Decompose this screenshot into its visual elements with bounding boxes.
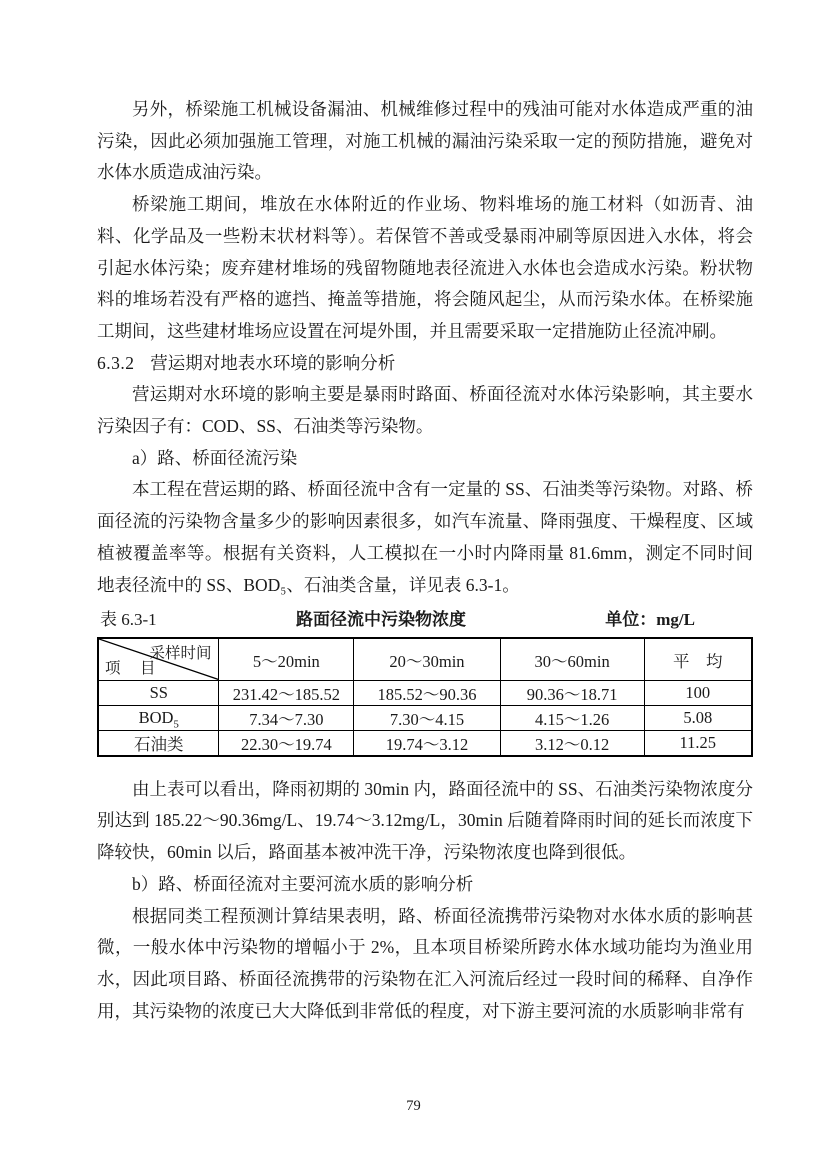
cell-bod5-20-30: 7.30～4.15 xyxy=(354,705,500,730)
column-header-5-20min: 5～20min xyxy=(219,638,354,680)
column-header-20-30min: 20～30min xyxy=(354,638,500,680)
column-header-30-60min: 30～60min xyxy=(500,638,644,680)
cell-ss-average: 100 xyxy=(644,680,752,705)
row-label-ss: SS xyxy=(98,680,219,705)
cell-petroleum-20-30: 19.74～3.12 xyxy=(354,730,500,756)
table-row-ss xyxy=(98,680,752,705)
paragraph-operation-period-intro: 营运期对水环境的影响主要是暴雨时路面、桥面径流对水体污染影响，其主要水污染因子有：COD、SS、石油类等污染物。 xyxy=(97,384,753,437)
paragraph-river-quality-impact: 根据同类工程预测计算结果表明，路、桥面径流携带污染物对水体水质的影响甚微，一般水体中污染物的增幅小于 2%，且本项目桥梁所跨水体水域功能均为渔业用水，因此项目路、桥面径流携带的污染物在汇入河流后经过一段时间的稀释、自净作用，其污染物的浓度已大大降低到非常低的程度，对下游主要河流的水质影响非常有 xyxy=(97,905,753,1021)
page-number: 79 xyxy=(406,1098,421,1114)
paragraph-table-analysis: 由上表可以看出，降雨初期的 30min 内，路面径流中的 SS、石油类污染物浓度分别达到 185.22～90.36mg/L、19.74～3.12mg/L，30min 后随着降雨时间的延长而浓度下降较快，60min 以后，路面基本被冲洗干净，污染物浓度也降到很低。 xyxy=(97,778,753,863)
table-row-petroleum xyxy=(98,730,752,756)
cell-petroleum-5-20: 22.30～19.74 xyxy=(219,730,354,756)
table-title: 路面径流中污染物浓度 xyxy=(295,610,466,630)
cell-ss-5-20: 231.42～185.52 xyxy=(219,680,354,705)
page-content xyxy=(97,94,753,1027)
cell-bod5-30-60: 4.15～1.26 xyxy=(500,705,644,730)
pollutant-concentration-table xyxy=(97,637,753,757)
bod-label-subscript: 5 xyxy=(173,718,179,731)
section-number: 6.3.2 xyxy=(97,352,135,373)
corner-label-item: 项 目 xyxy=(105,659,158,677)
cell-petroleum-average: 11.25 xyxy=(644,730,752,756)
table-corner-cell xyxy=(98,638,219,680)
table-row-bod5 xyxy=(98,705,752,730)
cell-bod5-average: 5.08 xyxy=(644,705,752,730)
cell-ss-30-60: 90.36～18.71 xyxy=(500,680,644,705)
row-label-bod5 xyxy=(98,705,219,730)
paragraph-oil-pollution: 另外，桥梁施工机械设备漏油、机械维修过程中的残油可能对水体造成严重的油污染，因此必须加强施工管理，对施工机械的漏油污染采取一定的预防措施，避免对水体水质造成油污染。 xyxy=(97,99,753,183)
bod-label-base: BOD xyxy=(138,707,174,727)
column-header-average: 平 均 xyxy=(644,638,752,680)
corner-label-sampling-time: 采样时间 xyxy=(149,645,212,663)
page-footer xyxy=(0,1098,827,1115)
row-label-petroleum: 石油类 xyxy=(98,730,219,756)
list-item-a: a）路、桥面径流污染 xyxy=(132,447,298,468)
cell-ss-20-30: 185.52～90.36 xyxy=(354,680,500,705)
paragraph-material-stockpile: 桥梁施工期间，堆放在水体附近的作业场、物料堆场的施工材料（如沥青、油料、化学品及一些粉末状材料等）。若保管不善或受暴雨冲刷等原因进入水体，将会引起水体污染；废弃建材堆场的残留物随地表径流进入水体也会造成水污染。粉状物料的堆场若没有严格的遮挡、掩盖等措施，将会随风起尘，从而污染水体。在桥梁施工期间，这些建材堆场应设置在河堤外围，并且需要采取一定措施防止径流冲刷。 xyxy=(97,194,753,341)
table-caption xyxy=(97,608,753,632)
table-header-row xyxy=(98,638,752,680)
section-heading-6-3-2 xyxy=(97,348,753,380)
table-label: 表 6.3-1 xyxy=(100,610,157,630)
list-item-b: b）路、桥面径流对主要河流水质的影响分析 xyxy=(132,873,474,894)
paragraph-runoff-pollutants: 本工程在营运期的路、桥面径流中含有一定量的 SS、石油类等污染物。对路、桥面径流的污染物含量多少的影响因素很多，如汽车流量、降雨强度、干燥程度、区域植被覆盖率等。根据有关资料，人工模拟在一小时内降雨量 81.6mm，测定不同时间地表径流中的 SS、BOD₅、石油类含量，详见表 6.3-1。 xyxy=(97,479,753,595)
table-unit: 单位：mg/L xyxy=(605,610,695,630)
section-title: 营运期对地表水环境的影响分析 xyxy=(150,352,396,373)
cell-petroleum-30-60: 3.12～0.12 xyxy=(500,730,644,756)
cell-bod5-5-20: 7.34～7.30 xyxy=(219,705,354,730)
